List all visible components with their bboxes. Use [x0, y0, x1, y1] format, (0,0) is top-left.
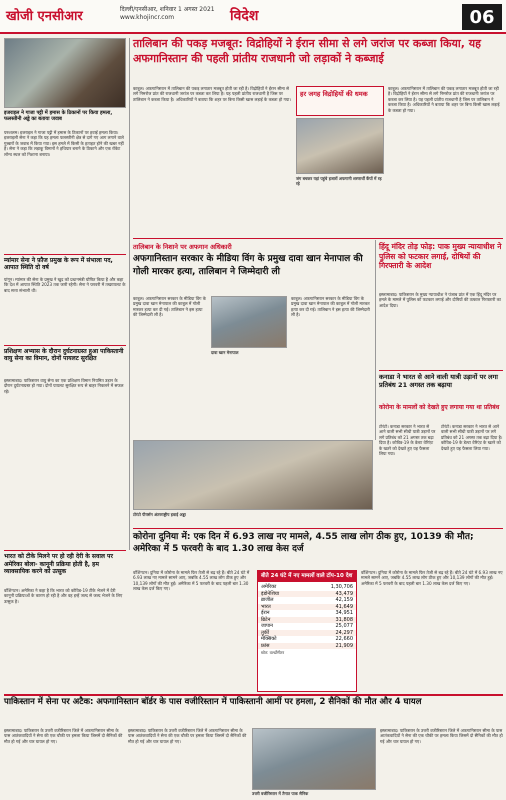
canada-body: टोरंटो। कनाडा सरकार ने भारत से आने वाली सभी सीधी यात्री उड़ानों पर लगे प्रतिबंध को 21 अगस्त तक बढ़ा दिया है। कोविड-19 के डेल्टा वेरिएंट के खतरे को देखते हुए यह फैसला लिया गया। — [379, 424, 436, 457]
myanmar-headline: म्यांमार सेना ने फ़ौज प्रमुख के रूप में संभाला पद, आपात स्थिति दो वर्ष — [4, 257, 113, 271]
myanmar-body: यांगून। म्यांमार की सेना के प्रमुख ने खुद को प्रधानमंत्री घोषित किया है और कहा कि देश में आपात स्थिति 2023 तक जारी रहेगी। सेना ने फरवरी में तख्तापलट के बाद सत्ता संभाली थी। — [4, 277, 126, 293]
pak-soldiers-photo — [252, 728, 376, 790]
covid-table-box — [257, 570, 357, 692]
country-cell: जापान — [261, 623, 273, 629]
covid-body-col2: वॉशिंगटन। दुनिया में कोरोना के मामले फिर तेजी से बढ़ रहे हैं। बीते 24 घंटे में 6.93 लाख नए मामले सामने आए, जबकि 4.55 लाख लोग ठीक हुए और 10,139 लोगों की मौत हुई। अमेरिका में 5 फरवरी के बाद पहली बार 1.30 लाख केस दर्ज किए गए। — [361, 570, 503, 586]
country-cell: फ्रांस — [261, 642, 270, 649]
divider — [4, 254, 126, 255]
covid-headline: कोरोना दुनिया में: एक दिन में 6.93 लाख नए मामले, 4.55 लाख लोग ठीक हुए, 10139 की मौत; अमेरिका में 5 फरवरी के बाद 1.30 लाख केस दर्ज — [133, 532, 474, 554]
divider — [379, 370, 503, 371]
taliban-headline: तालिबान की पकड़ मजबूत: विद्रोहियों ने ईरान सीमा से लगे जरांज पर कब्जा किया, यह अफगानिस्तान की पहली प्रांतीय राजधानी जो लड़ाकों ने कब्जाई — [133, 37, 481, 65]
country-cell: ब्राजील — [261, 597, 274, 603]
cases-cell: 22,660 — [335, 636, 353, 642]
page-number: 06 — [462, 4, 502, 30]
temple-headline: हिंदू मंदिर तोड़ फोड़: पाक मुख्य न्यायाधीश ने पुलिस को फटकार लगाई, दोषियों की गिरफ्तारी के आदेश — [379, 242, 502, 270]
pak-army-body-col3: इस्लामाबाद। पाकिस्तान के उत्तरी वजीरिस्तान जिले में अफगानिस्तान सीमा के पास आतंकवादियों ने सेना की एक चौकी पर हमला किया जिसमें दो सैनिकों की मौत हो गई और चार घायल हो गए। — [380, 728, 503, 744]
divider — [133, 528, 503, 529]
airport-photo — [133, 440, 373, 510]
pak-soldiers-caption: उत्तरी वजीरिस्तान में तैनात पाक सैनिक — [252, 791, 309, 796]
country-cell: अमेरिका — [261, 584, 277, 590]
covid-table — [258, 584, 356, 649]
covid-body: वॉशिंगटन। दुनिया में कोरोना के मामले फिर तेजी से बढ़ रहे हैं। बीते 24 घंटे में 6.93 लाख नए मामले सामने आए, जबकि 4.55 लाख लोग ठीक हुए और 10,139 लोगों की मौत हुई। अमेरिका में 5 फरवरी के बाद पहली बार 1.30 लाख केस दर्ज किए गए। — [133, 570, 250, 592]
country-cell: ईरान — [261, 610, 270, 616]
pak-army-body-col2: इस्लामाबाद। पाकिस्तान के उत्तरी वजीरिस्तान जिले में अफगानिस्तान सीमा के पास आतंकवादियों ने सेना की एक चौकी पर हमला किया जिसमें दो सैनिकों की मौत हो गई और चार घायल हो गए। — [128, 728, 247, 744]
divider — [133, 238, 503, 239]
cases-cell: 43,479 — [335, 590, 353, 597]
taliban-body-col3: काबुल। अफगानिस्तान में तालिबान की पकड़ लगातार मजबूत होती जा रही है। विद्रोहियों ने ईरान सीमा से लगे निमरोज प्रांत की राजधानी जरांज पर कब्जा कर लिया है। यह पहली प्रांतीय राजधानी है जिस पर तालिबान ने कब्जा किया है। अधिकारियों ने बताया कि शहर पर बिना किसी खास लड़ाई के कब्जा हो गया। — [388, 86, 500, 113]
dateline-website: www.khojincr.com — [120, 14, 175, 21]
dateline-date: दिल्ली/एनसीआर, शनिवार 1 अगस्त 2021 — [120, 6, 215, 13]
temple-body: इस्लामाबाद। पाकिस्तान के मुख्य न्यायाधीश ने पंजाब प्रांत में एक हिंदू मंदिर पर हमले के मामले में पुलिस को फटकार लगाई और दोषियों की तत्काल गिरफ्तारी का आदेश दिया। — [379, 292, 501, 308]
country-cell: मेक्सिको — [261, 636, 277, 642]
pak-army-headline: पाकिस्तान में सेना पर अटैक: अफगानिस्तान बॉर्डर के पास वजीरिस्तान में पाकिस्तानी आर्मी पर हमला, 2 सैनिकों की मौत और 4 घायल — [4, 697, 422, 707]
left-body-1: यरुशलम। इजराइल ने गाजा पट्टी में हमास के ठिकानों पर हवाई हमला किया। इजराइली सेना ने कहा कि यह हमला फलस्तीनी क्षेत्र से दागे गए आग लगाने वाले गुब्बारों के जवाब में किया गया। इस हमले में किसी के हताहत होने की खबर नहीं है। सेना ने कहा कि लड़ाकू विमानों ने हथियार बनाने के ठिकाने और एक रॉकेट लॉन्च स्थल को निशाना बनाया। — [4, 130, 124, 157]
menapal-caption: दावा खान मेनापाल — [211, 350, 239, 355]
pak-plane-headline: प्रशिक्षण अभ्यास के दौरान दुर्घटनाग्रस्त हुआ पाकिस्तानी वायु सेना का विमान, दोनों पायलट सुरक्षित — [4, 348, 124, 362]
dateline — [120, 6, 215, 22]
cases-cell: 41,649 — [335, 603, 353, 610]
spokesperson-body-col2: काबुल। अफगानिस्तान सरकार के मीडिया विंग के प्रमुख दावा खान मेनापाल की काबुल में गोली मारकर हत्या कर दी गई। तालिबान ने इस हत्या की जिम्मेदारी ली है। — [291, 296, 370, 318]
menapal-photo — [211, 296, 287, 348]
covid-table-title: बीते 24 घंटे में नए मामलों वाले टॉप-10 देश — [258, 571, 356, 582]
us-vaccine-body: वॉशिंगटन। अमेरिका ने कहा है कि भारत को कोविड-19 टीके भेजने में देरी कानूनी प्रक्रियाओं के कारण हो रही है और वह इन्हें जल्द से जल्द भेजने के लिए उत्सुक है। — [4, 588, 123, 604]
cases-cell: 25,077 — [335, 623, 353, 629]
refugee-photo-caption: जंग बचकर यहां पहुंचे हजारों अफगानी शरणार्थी कैंपों में रह रहे — [296, 176, 382, 186]
country-cell: तुर्की — [261, 629, 269, 636]
spokesperson-kicker: तालिबान के निशाने पर अफगान अधिकारी — [133, 243, 232, 251]
cases-cell: 21,909 — [335, 642, 353, 649]
inset-box — [296, 86, 384, 116]
cases-cell: 42,159 — [335, 597, 353, 603]
inset-title: हर जगह विद्रोहियों की धमक — [300, 90, 368, 98]
taliban-body: काबुल। अफगानिस्तान में तालिबान की पकड़ लगातार मजबूत होती जा रही है। विद्रोहियों ने ईरान सीमा से लगे निमरोज प्रांत की राजधानी जरांज पर कब्जा कर लिया है। यह पहली प्रांतीय राजधानी है जिस पर तालिबान ने कब्जा किया है। अधिकारियों ने बताया कि शहर पर बिना किसी खास लड़ाई के कब्जा हो गया। — [133, 86, 291, 102]
spokesperson-headline: अफगानिस्तान सरकार के मीडिया विंग के प्रमुख दावा खान मेनापाल की गोली मारकर हत्या, तालिबान ने जिम्मेदारी ली — [133, 254, 363, 277]
column-divider — [375, 240, 376, 440]
pak-army-body: इस्लामाबाद। पाकिस्तान के उत्तरी वजीरिस्तान जिले में अफगानिस्तान सीमा के पास आतंकवादियों ने सेना की एक चौकी पर हमला किया जिसमें दो सैनिकों की मौत हो गई और चार घायल हो गए। — [4, 728, 123, 744]
cases-cell: 31,808 — [335, 616, 353, 623]
canada-headline: कनाडा ने भारत से आने वाली यात्री उड़ानों पर लगा प्रतिबंध 21 अगस्त तक बढ़ाया — [379, 373, 498, 389]
cases-cell: 24,297 — [335, 629, 353, 636]
canada-subheadline: कोरोना के मामलों को देखते हुए लगाया गया था प्रतिबंध — [379, 404, 500, 411]
divider — [4, 550, 126, 551]
country-cell: इंडोनेशिया — [261, 590, 280, 597]
spokesperson-body: काबुल। अफगानिस्तान सरकार के मीडिया विंग के प्रमुख दावा खान मेनापाल की काबुल में गोली मारकर हत्या कर दी गई। तालिबान ने इस हत्या की जिम्मेदारी ली है। — [133, 296, 206, 318]
divider — [4, 345, 126, 346]
column-divider — [129, 38, 130, 550]
pak-plane-body: इस्लामाबाद। पाकिस्तान वायु सेना का एक प्रशिक्षण विमान नियमित उड़ान के दौरान दुर्घटनाग्रस्त हो गया। दोनों पायलट सुरक्षित रूप से बाहर निकलने में सफल रहे। — [4, 378, 124, 394]
us-vaccine-headline: भारत को टीके मिलने पर हो रही देरी के सवाल पर अमेरिका बोला- कानूनी प्रक्रिया होती है, हम व्यावसायिक करने को उत्सुक — [4, 553, 113, 575]
cases-cell: 34,951 — [335, 610, 353, 616]
refugee-photo — [296, 118, 384, 174]
section-title: विदेश — [230, 8, 259, 24]
newspaper-logo: खोजी एनसीआर — [6, 9, 83, 24]
canada-body-col2: टोरंटो। कनाडा सरकार ने भारत से आने वाली सभी सीधी यात्री उड़ानों पर लगे प्रतिबंध को 21 अगस्त तक बढ़ा दिया है। कोविड-19 के डेल्टा वेरिएंट के खतरे को देखते हुए यह फैसला लिया गया। — [441, 424, 503, 451]
covid-table-source: स्रोत: वर्ल्डोमीटर — [261, 650, 285, 655]
divider — [4, 694, 503, 696]
airstrike-photo — [4, 38, 126, 108]
airport-photo-caption: टोरंटो पीयर्सन अंतरराष्ट्रीय हवाई अड्डा — [133, 512, 186, 517]
country-cell: ब्रिटेन — [261, 616, 271, 623]
cases-cell: 1,30,706 — [330, 584, 353, 590]
left-photo-caption: इजराइल ने गाजा पट्टी में हमास के ठिकानों पर किया हमला, फलस्तीनी अड्डे का बताया जवाब — [4, 110, 113, 122]
country-cell: भारत — [261, 603, 271, 610]
